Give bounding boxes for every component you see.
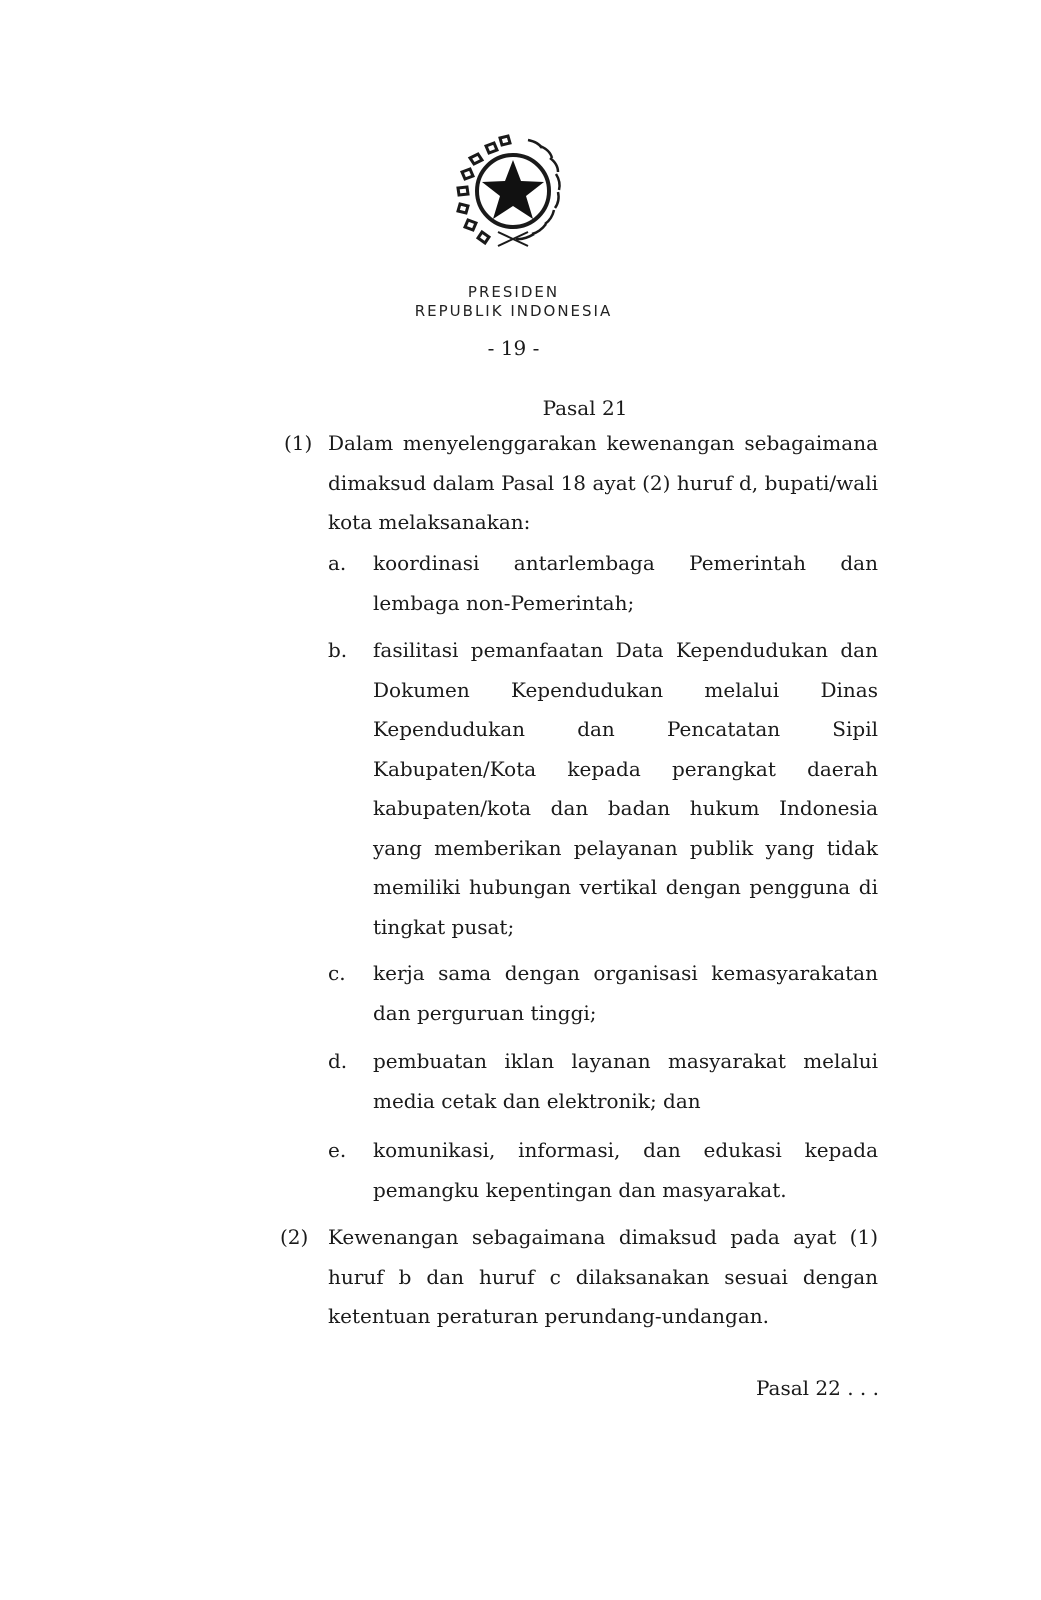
header-line-republik: REPUBLIK INDONESIA: [414, 302, 613, 320]
item-letter: b.: [328, 638, 348, 662]
item-letter: d.: [328, 1049, 348, 1073]
item-text: koordinasi antarlembaga Pemerintah dan lembaga non-Pemerintah;: [373, 551, 878, 615]
item-letter: e.: [328, 1138, 347, 1162]
next-page-reference: Pasal 22 . . .: [755, 1376, 879, 1400]
item-text: fasilitasi pemanfaatan Data Kependudukan dan Dokumen Kependudukan melalui Dinas Kependudukan dan Pencatatan Sipil Kabupaten/Kota kepada perangkat daerah kabupaten/kota dan badan hukum Indonesia yang memberikan pelayanan publik yang tidak memiliki hubungan vertikal dengan pengguna di tingkat pusat;: [373, 638, 878, 939]
garuda-star-emblem: [448, 128, 578, 258]
item-text: komunikasi, informasi, dan edukasi kepada pemangku kepentingan dan masyarakat.: [373, 1138, 878, 1202]
item-letter: c.: [328, 961, 346, 985]
item-letter: a.: [328, 551, 347, 575]
page-number: - 19 -: [487, 336, 540, 360]
paragraph-text: Kewenangan sebagaimana dimaksud pada ayat (1) huruf b dan huruf c dilaksanakan sesuai dengan ketentuan peraturan perundang-undangan.: [328, 1225, 878, 1328]
paragraph-number: (1): [284, 431, 313, 455]
item-text: kerja sama dengan organisasi kemasyarakatan dan perguruan tinggi;: [373, 961, 878, 1025]
paragraph-number: (2): [280, 1225, 309, 1249]
item-text: pembuatan iklan layanan masyarakat melalui media cetak dan elektronik; dan: [373, 1049, 878, 1113]
article-title: Pasal 21: [542, 396, 628, 420]
paragraph-text: Dalam menyelenggarakan kewenangan sebagaimana dimaksud dalam Pasal 18 ayat (2) huruf d, bupati/wali kota melaksanakan:: [328, 431, 878, 534]
header-line-presiden: PRESIDEN: [467, 283, 560, 301]
